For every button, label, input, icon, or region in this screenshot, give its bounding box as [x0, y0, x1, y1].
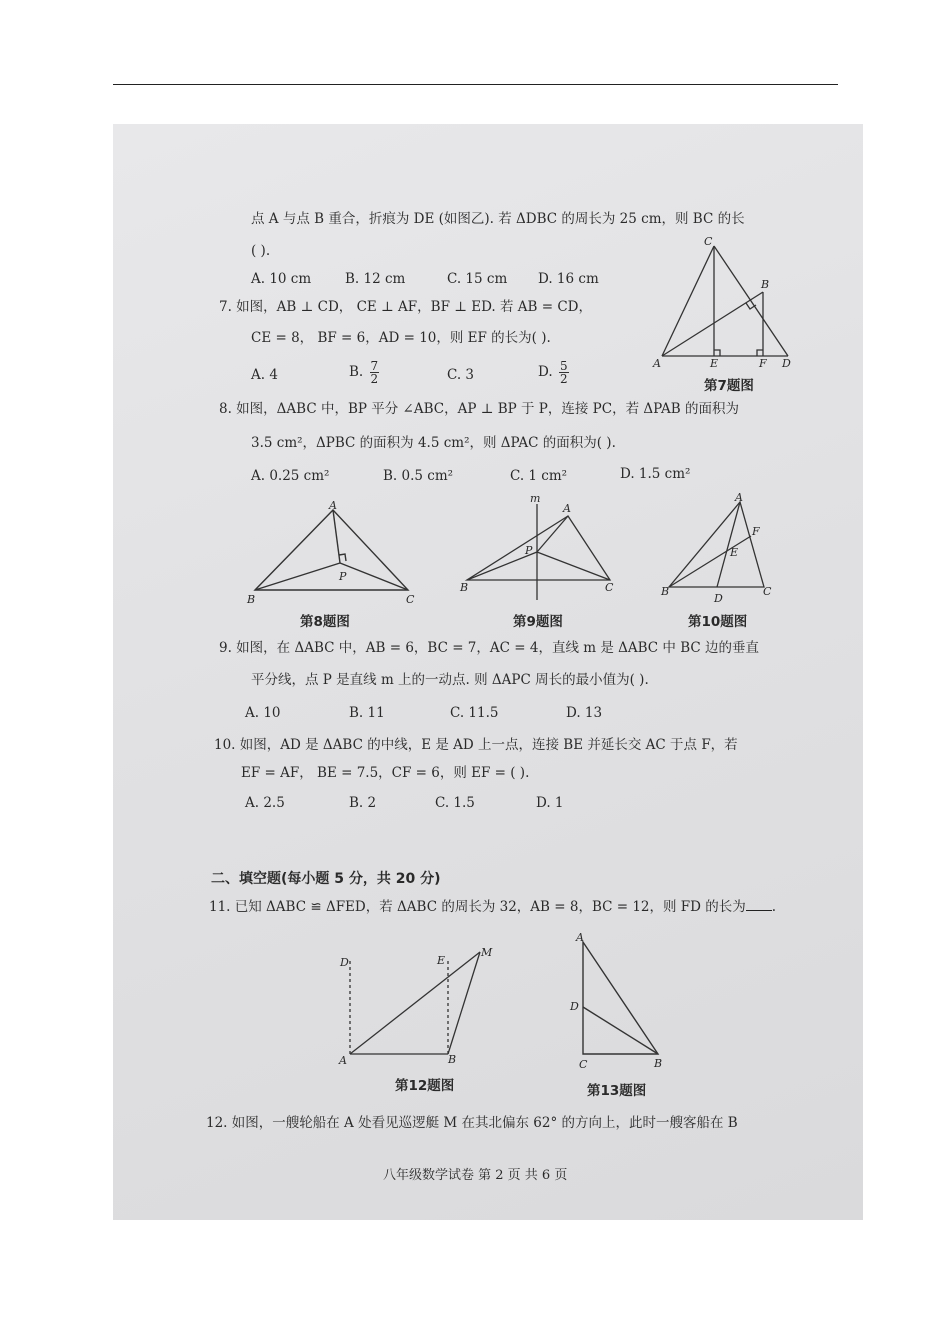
q9-line1: 9. 如图，在 ΔABC 中，AB = 6，BC = 7，AC = 4，直线 m 是 ΔABC 中 BC 边的垂直	[219, 640, 759, 656]
fraction-7-2: $\frac{7}{2}$	[370, 359, 379, 386]
q10-option-b: B. 2	[349, 795, 377, 811]
label-d: D	[570, 1000, 579, 1013]
label-m: M	[481, 946, 493, 959]
label-a: A	[339, 1054, 347, 1067]
q12-line1: 12. 如图，一艘轮船在 A 处看见巡逻艇 M 在其北偏东 62° 的方向上，此时一艘客船在 B	[206, 1115, 738, 1131]
q6-option-c: C. 15 cm	[447, 271, 508, 287]
caption-fig8: 第8题图	[300, 614, 350, 630]
caption-fig12: 第12题图	[395, 1078, 455, 1094]
figure-q7	[653, 236, 803, 376]
label-a: A	[576, 931, 584, 944]
figure-q9	[458, 492, 618, 604]
q6-option-b: B. 12 cm	[345, 271, 406, 287]
label-a: A	[653, 357, 661, 370]
label-m: m	[530, 492, 541, 505]
label-d: D	[782, 357, 791, 370]
label-e: E	[730, 546, 739, 559]
q10-line1: 10. 如图，AD 是 ΔABC 的中线，E 是 AD 上一点，连接 BE 并延长交 AC 于点 F，若	[214, 737, 738, 753]
q10-line2: EF = AF， BE = 7.5，CF = 6，则 EF = ( ).	[241, 765, 530, 781]
q9-option-d: D. 13	[566, 705, 603, 721]
q6-option-d: D. 16 cm	[538, 271, 599, 287]
q7-option-a: A. 4	[251, 367, 278, 383]
q9-line2: 平分线，点 P 是直线 m 上的一动点. 则 ΔAPC 周长的最小值为( ).	[251, 672, 649, 688]
figure-q10	[658, 492, 783, 604]
figure-q13	[568, 930, 668, 1076]
page-footer: 八年级数学试卷 第 2 页 共 6 页	[383, 1168, 568, 1183]
label-b: B	[448, 1053, 457, 1066]
q11-line: 11. 已知 ΔABC ≌ ΔFED，若 ΔABC 的周长为 32，AB = 8，BC = 12，则 FD 的长为 .	[209, 899, 777, 915]
label-e: E	[437, 954, 446, 967]
q8-line1: 8. 如图，ΔABC 中，BP 平分 ∠ABC，AP ⊥ BP 于 P，连接 PC，若 ΔPAB 的面积为	[219, 401, 739, 417]
label-p: P	[525, 544, 533, 557]
label-b: B	[761, 278, 770, 291]
section-heading-fill-in: 二、填空题(每小题 5 分，共 20 分)	[211, 871, 441, 887]
label-c: C	[406, 593, 415, 606]
label-f: F	[759, 357, 767, 370]
figure-q8	[243, 500, 423, 610]
label-f: F	[752, 525, 760, 538]
label-c: C	[579, 1058, 588, 1071]
caption-fig9: 第9题图	[513, 614, 563, 630]
q10-option-d: D. 1	[536, 795, 564, 811]
label-p: P	[339, 570, 347, 583]
label-b: B	[460, 581, 469, 594]
q6-line1: 点 A 与点 B 重合，折痕为 DE (如图乙). 若 ΔDBC 的周长为 25 cm，则 BC 的长	[251, 211, 745, 227]
q9-option-c: C. 11.5	[450, 705, 499, 721]
answer-blank	[746, 898, 772, 911]
caption-fig13: 第13题图	[587, 1083, 647, 1099]
caption-fig10: 第10题图	[688, 614, 748, 630]
label-a: A	[735, 491, 743, 504]
fraction-5-2: $\frac{5}{2}$	[559, 359, 568, 386]
top-rule	[113, 84, 838, 85]
q8-option-c: C. 1 cm²	[510, 468, 568, 484]
q6-option-a: A. 10 cm	[251, 271, 312, 287]
label-c: C	[605, 581, 614, 594]
caption-fig7: 第7题图	[704, 378, 754, 394]
q9-option-b: B. 11	[349, 705, 385, 721]
q8-option-d: D. 1.5 cm²	[620, 466, 691, 482]
q8-option-a: A. 0.25 cm²	[251, 468, 330, 484]
label-c: C	[704, 235, 713, 248]
exam-page-photo	[113, 124, 863, 1220]
q10-option-a: A. 2.5	[245, 795, 285, 811]
q7-option-c: C. 3	[447, 367, 475, 383]
label-d: D	[714, 592, 723, 605]
q8-line2: 3.5 cm²，ΔPBC 的面积为 4.5 cm²，则 ΔPAC 的面积为( ).	[251, 435, 616, 451]
label-b: B	[661, 585, 670, 598]
label-c: C	[763, 585, 772, 598]
label-b: B	[247, 593, 256, 606]
label-d: D	[340, 956, 349, 969]
q9-option-a: A. 10	[245, 705, 281, 721]
q7-option-d: D. $\frac{5}{2}$	[538, 359, 568, 386]
q7-line1: 7. 如图，AB ⊥ CD， CE ⊥ AF，BF ⊥ ED. 若 AB = CD，	[219, 299, 592, 315]
label-a: A	[563, 502, 571, 515]
label-a: A	[329, 499, 337, 512]
q10-option-c: C. 1.5	[435, 795, 475, 811]
q7-line2: CE = 8， BF = 6，AD = 10，则 EF 的长为( ).	[251, 330, 551, 346]
figure-q12	[335, 942, 505, 1067]
q6-paren: ( ).	[251, 243, 271, 259]
q8-option-b: B. 0.5 cm²	[383, 468, 454, 484]
label-b: B	[654, 1057, 663, 1070]
label-e: E	[710, 357, 719, 370]
q7-option-b: B. $\frac{7}{2}$	[349, 359, 379, 386]
